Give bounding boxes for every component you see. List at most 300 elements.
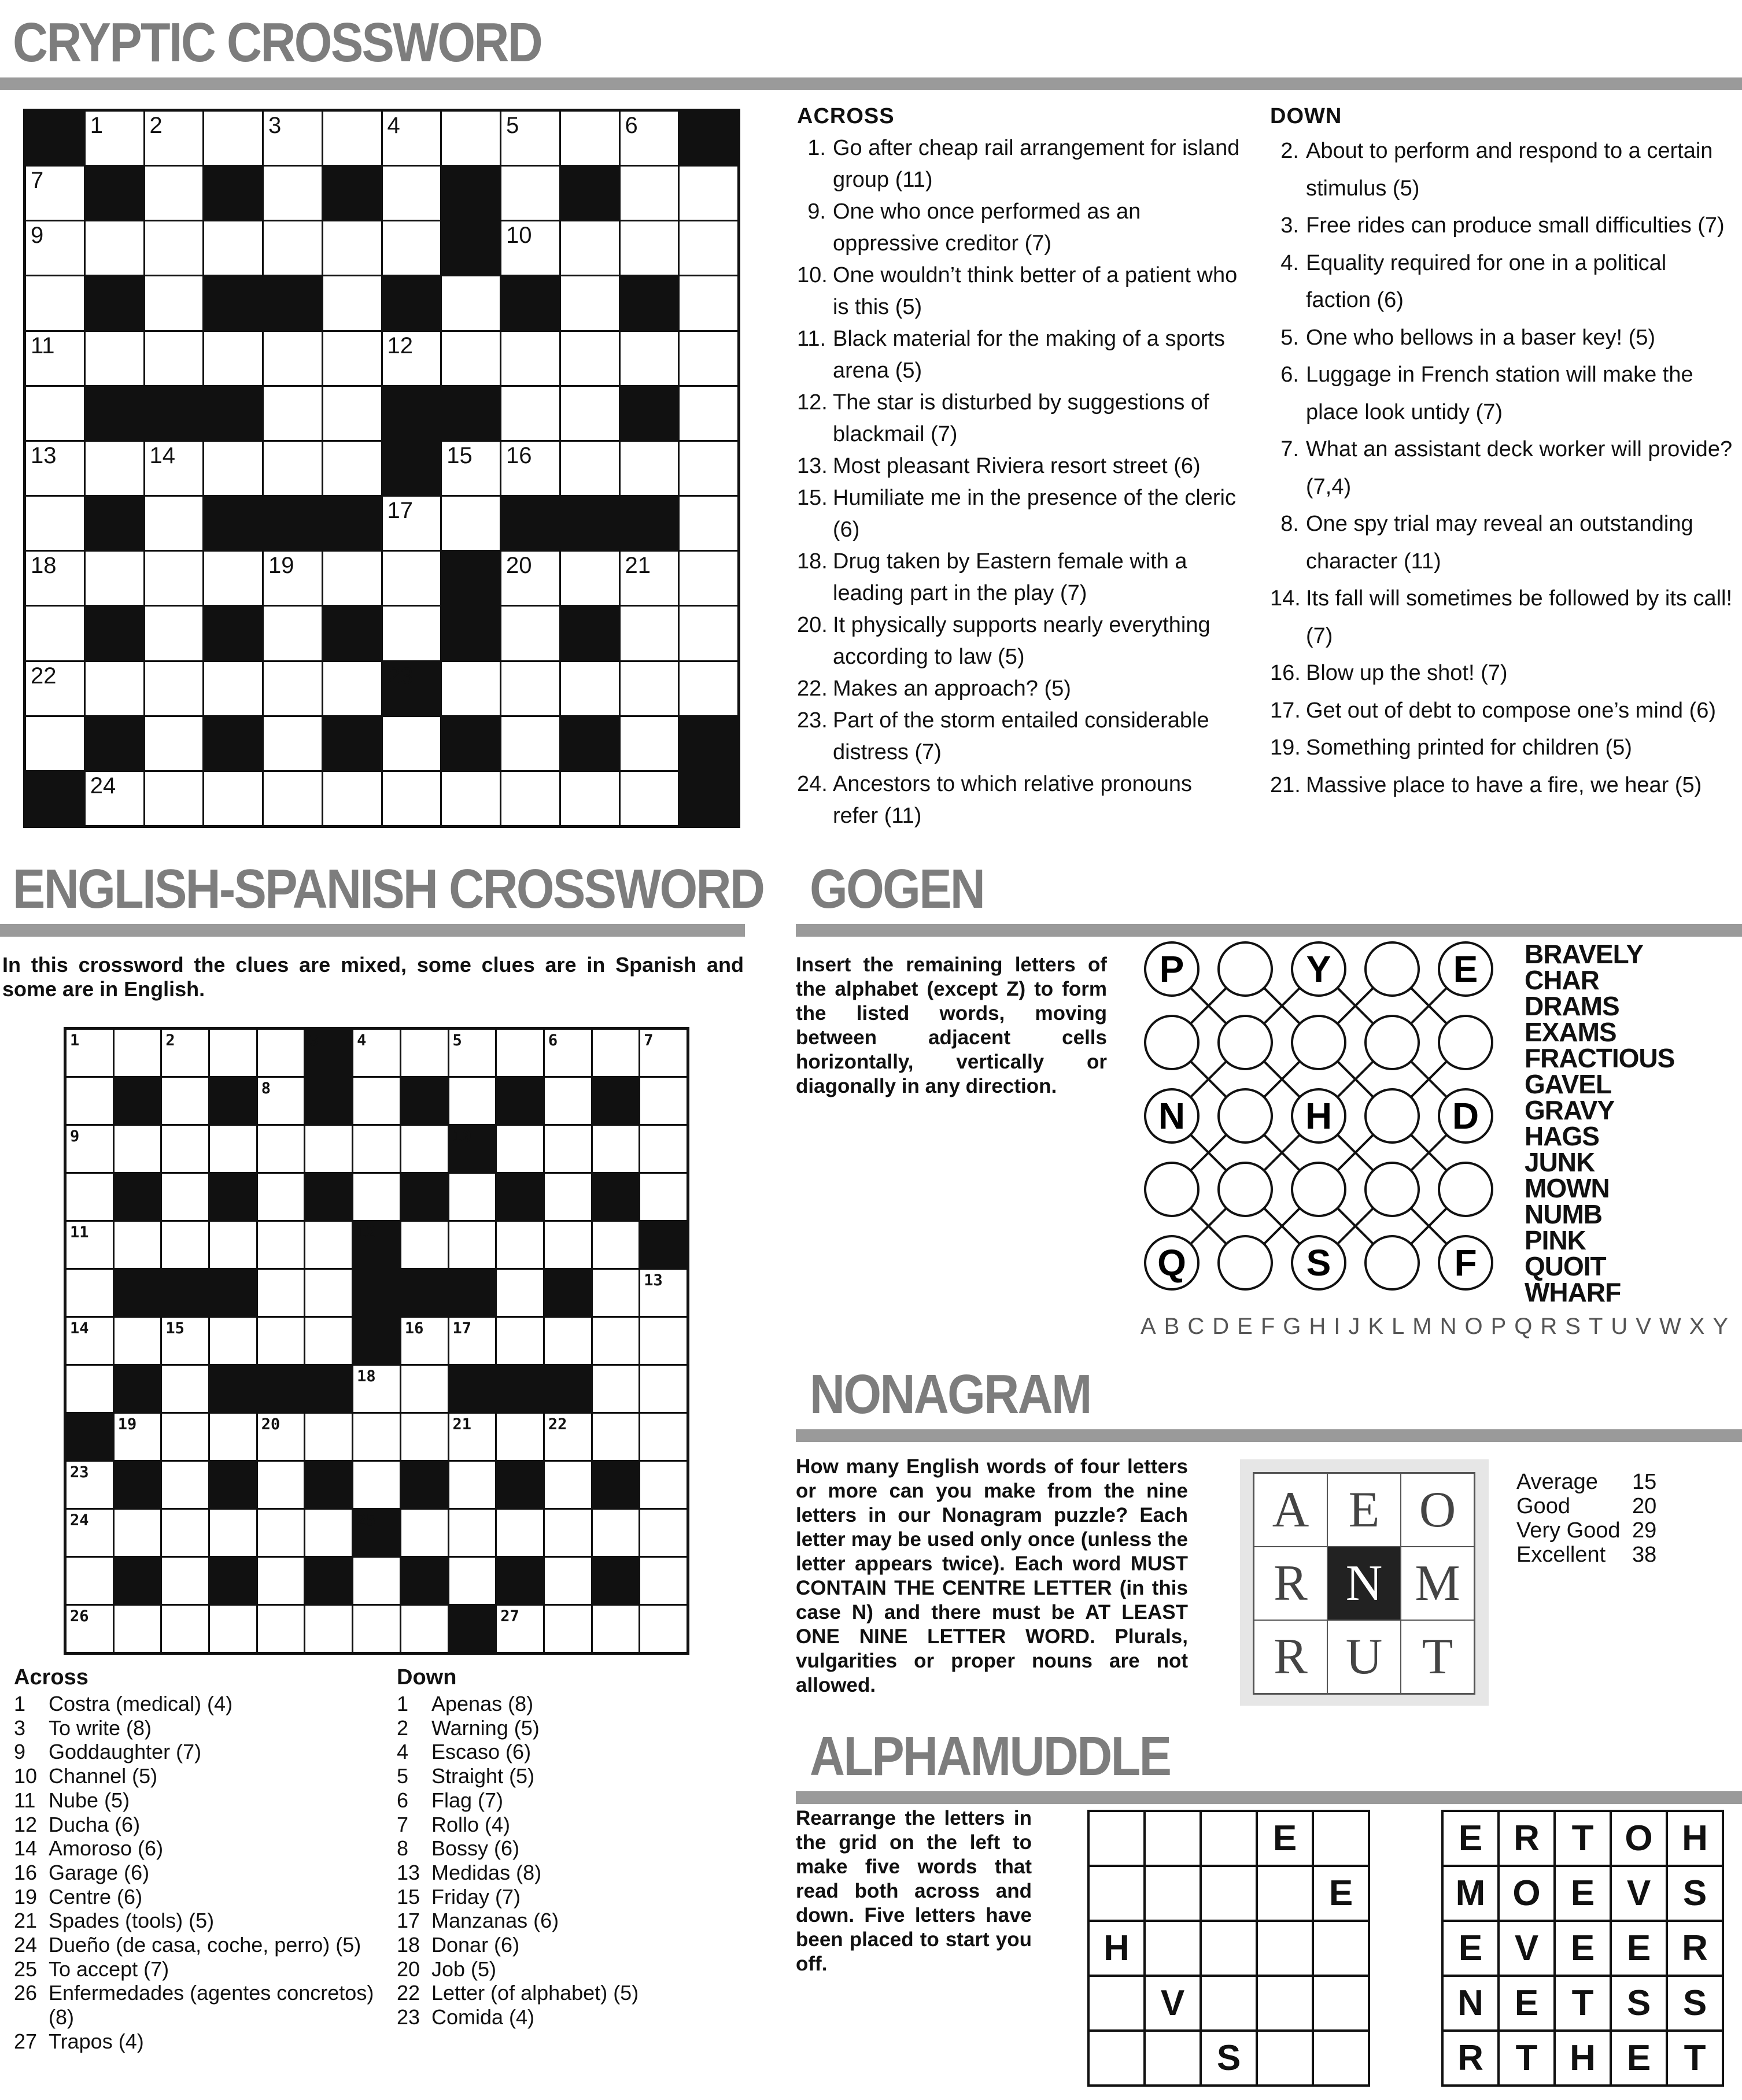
alphamuddle-solve-cell[interactable] xyxy=(1258,1867,1312,1920)
es-cell[interactable] xyxy=(67,1078,113,1124)
alphamuddle-solve-cell[interactable]: V xyxy=(1146,1977,1200,2029)
cryptic-cell[interactable] xyxy=(264,167,322,220)
es-cell[interactable] xyxy=(115,1606,161,1652)
cryptic-cell[interactable] xyxy=(323,772,381,825)
gogen-cell[interactable] xyxy=(1365,1016,1419,1069)
es-cell[interactable] xyxy=(67,1606,113,1652)
alphamuddle-solve-cell[interactable] xyxy=(1314,2032,1368,2084)
gogen-cell[interactable] xyxy=(1439,1163,1492,1216)
es-cell[interactable] xyxy=(497,1270,543,1316)
es-cell[interactable] xyxy=(67,1318,113,1364)
es-cell[interactable] xyxy=(401,1126,448,1172)
es-cell[interactable] xyxy=(258,1174,304,1220)
es-cell[interactable] xyxy=(640,1606,687,1652)
es-cell[interactable] xyxy=(210,1126,256,1172)
es-down-list xyxy=(397,1692,721,2029)
es-cell[interactable] xyxy=(67,1462,113,1508)
cryptic-cell[interactable] xyxy=(26,167,84,220)
alphamuddle-solve-cell[interactable] xyxy=(1314,1922,1368,1975)
gogen-cell[interactable] xyxy=(1439,1016,1492,1069)
es-cell[interactable] xyxy=(258,1606,304,1652)
cryptic-cell[interactable] xyxy=(561,442,619,495)
es-cell[interactable] xyxy=(162,1510,208,1556)
cryptic-cell[interactable] xyxy=(383,607,441,660)
cryptic-cell[interactable] xyxy=(680,167,737,220)
cryptic-cell[interactable] xyxy=(145,332,203,385)
cryptic-cell[interactable] xyxy=(323,112,381,165)
es-cell[interactable] xyxy=(353,1126,400,1172)
alphamuddle-solve-cell[interactable]: S xyxy=(1202,2032,1256,2084)
es-cell[interactable] xyxy=(497,1414,543,1460)
es-cell[interactable] xyxy=(305,1222,352,1268)
cryptic-cell[interactable] xyxy=(204,552,262,605)
cryptic-cell[interactable] xyxy=(383,332,441,385)
es-cell[interactable] xyxy=(305,1270,352,1316)
alphamuddle-solve-cell[interactable] xyxy=(1202,1977,1256,2029)
cryptic-cell[interactable] xyxy=(383,772,441,825)
alphamuddle-solve-cell[interactable] xyxy=(1314,1977,1368,2029)
es-cell[interactable] xyxy=(593,1318,639,1364)
cryptic-cell[interactable] xyxy=(680,662,737,715)
es-cell[interactable] xyxy=(593,1270,639,1316)
cryptic-cell[interactable] xyxy=(680,552,737,605)
cryptic-cell[interactable] xyxy=(145,552,203,605)
es-cell[interactable] xyxy=(640,1510,687,1556)
cryptic-cell[interactable] xyxy=(145,442,203,495)
es-cell[interactable] xyxy=(258,1414,304,1460)
gogen-word: QUOIT xyxy=(1525,1251,1606,1281)
es-cell[interactable] xyxy=(449,1558,496,1604)
cryptic-cell[interactable] xyxy=(501,221,559,275)
es-cell[interactable] xyxy=(353,1462,400,1508)
es-cell[interactable] xyxy=(115,1318,161,1364)
gogen-cell[interactable] xyxy=(1145,1016,1198,1069)
es-black-cell xyxy=(497,1462,543,1508)
cryptic-cell[interactable] xyxy=(383,112,441,165)
es-cell[interactable] xyxy=(593,1126,639,1172)
cryptic-cell[interactable] xyxy=(383,497,441,550)
alphamuddle-solve-cell[interactable] xyxy=(1202,1867,1256,1920)
cryptic-cell[interactable] xyxy=(26,221,84,275)
cryptic-cell[interactable] xyxy=(680,497,737,550)
cryptic-cell[interactable] xyxy=(501,772,559,825)
cryptic-cell[interactable] xyxy=(264,387,322,440)
es-cell[interactable] xyxy=(401,1414,448,1460)
es-cell[interactable] xyxy=(210,1030,256,1076)
cryptic-cell[interactable] xyxy=(204,221,262,275)
es-cell[interactable] xyxy=(210,1606,256,1652)
cryptic-cell[interactable] xyxy=(680,387,737,440)
alphamuddle-solve-cell[interactable] xyxy=(1146,1922,1200,1975)
score-label: Good xyxy=(1516,1494,1570,1518)
es-cell[interactable] xyxy=(67,1366,113,1412)
alphamuddle-solve-cell[interactable] xyxy=(1202,1922,1256,1975)
es-cell[interactable] xyxy=(545,1318,591,1364)
es-cell[interactable] xyxy=(640,1462,687,1508)
es-cell[interactable] xyxy=(640,1030,687,1076)
cryptic-cell[interactable] xyxy=(86,221,143,275)
cryptic-cell[interactable] xyxy=(323,662,381,715)
es-cell[interactable] xyxy=(162,1462,208,1508)
cryptic-cell[interactable] xyxy=(621,607,678,660)
cryptic-cell[interactable] xyxy=(26,442,84,495)
cryptic-cell[interactable] xyxy=(26,276,84,330)
es-cell[interactable] xyxy=(401,1366,448,1412)
es-cell[interactable] xyxy=(162,1558,208,1604)
cryptic-cell[interactable] xyxy=(680,442,737,495)
cryptic-cell[interactable] xyxy=(621,662,678,715)
es-cell[interactable] xyxy=(67,1174,113,1220)
clue-item xyxy=(397,1692,721,1716)
es-cell[interactable] xyxy=(353,1366,400,1412)
es-cell[interactable] xyxy=(162,1126,208,1172)
cryptic-cell[interactable] xyxy=(26,332,84,385)
es-cell[interactable] xyxy=(449,1174,496,1220)
gogen-cell[interactable] xyxy=(1219,942,1272,996)
cryptic-black-cell xyxy=(442,717,500,770)
es-cell[interactable] xyxy=(593,1366,639,1412)
cryptic-cell[interactable] xyxy=(442,662,500,715)
es-cell[interactable] xyxy=(258,1078,304,1124)
cryptic-cell[interactable] xyxy=(264,772,322,825)
es-cell[interactable] xyxy=(353,1606,400,1652)
es-cell[interactable] xyxy=(449,1510,496,1556)
cryptic-cell[interactable] xyxy=(145,772,203,825)
cryptic-cell[interactable] xyxy=(442,442,500,495)
alphamuddle-solve-cell[interactable]: E xyxy=(1258,1812,1312,1865)
es-cell[interactable] xyxy=(401,1318,448,1364)
alphamuddle-solve-cell[interactable] xyxy=(1146,1812,1200,1865)
alphamuddle-solve-cell[interactable] xyxy=(1258,1977,1312,2029)
alphamuddle-letter-cell: S xyxy=(1612,1977,1666,2029)
es-cell[interactable] xyxy=(545,1558,591,1604)
cryptic-cell[interactable] xyxy=(383,167,441,220)
cryptic-cell[interactable] xyxy=(442,112,500,165)
cryptic-cell[interactable] xyxy=(621,772,678,825)
es-cell[interactable] xyxy=(115,1222,161,1268)
gogen-cell[interactable] xyxy=(1219,1236,1272,1289)
cryptic-cell[interactable] xyxy=(621,167,678,220)
es-cell[interactable] xyxy=(353,1414,400,1460)
cryptic-cell[interactable] xyxy=(621,221,678,275)
cryptic-cell[interactable] xyxy=(501,112,559,165)
es-cell[interactable] xyxy=(449,1030,496,1076)
cryptic-cell[interactable] xyxy=(561,276,619,330)
es-cell[interactable] xyxy=(305,1126,352,1172)
gogen-cell[interactable] xyxy=(1292,1163,1345,1216)
clue-text: Humiliate me in the presence of the cleric (6) xyxy=(833,486,1236,542)
es-cell[interactable] xyxy=(497,1126,543,1172)
es-cell[interactable] xyxy=(115,1126,161,1172)
es-cell[interactable] xyxy=(449,1222,496,1268)
es-cell[interactable] xyxy=(640,1414,687,1460)
alphamuddle-solve-cell[interactable] xyxy=(1314,1812,1368,1865)
gogen-letter: N xyxy=(1158,1095,1186,1137)
cryptic-cell[interactable] xyxy=(501,332,559,385)
es-cell[interactable] xyxy=(545,1222,591,1268)
cryptic-cell[interactable] xyxy=(145,497,203,550)
es-cell[interactable] xyxy=(545,1174,591,1220)
cryptic-cell[interactable] xyxy=(501,717,559,770)
cryptic-cell[interactable] xyxy=(383,717,441,770)
cryptic-cell-number: 11 xyxy=(31,332,55,358)
cryptic-cell[interactable] xyxy=(561,221,619,275)
es-cell[interactable] xyxy=(210,1414,256,1460)
es-cell[interactable] xyxy=(115,1030,161,1076)
es-cell[interactable] xyxy=(258,1462,304,1508)
cryptic-cell[interactable] xyxy=(145,167,203,220)
alphamuddle-solve-cell[interactable] xyxy=(1090,1812,1143,1865)
cryptic-cell[interactable] xyxy=(86,442,143,495)
cryptic-cell[interactable] xyxy=(145,717,203,770)
alphamuddle-solve-cell[interactable] xyxy=(1258,1922,1312,1975)
cryptic-cell[interactable] xyxy=(204,662,262,715)
es-cell[interactable] xyxy=(545,1462,591,1508)
cryptic-cell[interactable] xyxy=(323,276,381,330)
es-cell[interactable] xyxy=(305,1606,352,1652)
es-cell[interactable] xyxy=(162,1174,208,1220)
es-cell[interactable] xyxy=(545,1078,591,1124)
gogen-cell[interactable] xyxy=(1219,1089,1272,1143)
es-cell[interactable] xyxy=(162,1414,208,1460)
cryptic-cell[interactable] xyxy=(501,387,559,440)
es-cell[interactable] xyxy=(640,1126,687,1172)
clue-number: 9 xyxy=(14,1740,26,1764)
es-cell[interactable] xyxy=(115,1510,161,1556)
cryptic-cell[interactable] xyxy=(145,276,203,330)
cryptic-cell[interactable] xyxy=(26,662,84,715)
cryptic-cell[interactable] xyxy=(264,332,322,385)
es-cell[interactable] xyxy=(258,1558,304,1604)
gogen-word: NUMB xyxy=(1525,1199,1602,1229)
es-cell[interactable] xyxy=(640,1558,687,1604)
alphamuddle-solve-cell[interactable] xyxy=(1258,2032,1312,2084)
cryptic-cell[interactable] xyxy=(86,662,143,715)
cryptic-cell[interactable] xyxy=(323,221,381,275)
es-cell[interactable] xyxy=(258,1222,304,1268)
cryptic-cell[interactable] xyxy=(323,332,381,385)
es-cell[interactable] xyxy=(545,1030,591,1076)
cryptic-cell[interactable] xyxy=(145,112,203,165)
es-cell[interactable] xyxy=(593,1414,639,1460)
gogen-cell[interactable] xyxy=(1365,1163,1419,1216)
es-cell[interactable] xyxy=(449,1462,496,1508)
es-cell[interactable] xyxy=(210,1318,256,1364)
es-cell[interactable] xyxy=(640,1366,687,1412)
es-cell[interactable] xyxy=(640,1318,687,1364)
es-cell[interactable] xyxy=(401,1510,448,1556)
cryptic-cell[interactable] xyxy=(323,552,381,605)
cryptic-cell[interactable] xyxy=(621,112,678,165)
es-cell[interactable] xyxy=(67,1126,113,1172)
cryptic-cell[interactable] xyxy=(26,717,84,770)
es-cell[interactable] xyxy=(545,1126,591,1172)
cryptic-cell[interactable] xyxy=(86,112,143,165)
es-cell[interactable] xyxy=(593,1606,639,1652)
es-cell[interactable] xyxy=(162,1078,208,1124)
cryptic-cell[interactable] xyxy=(264,442,322,495)
cryptic-cell[interactable] xyxy=(264,552,322,605)
alphamuddle-solve-cell[interactable] xyxy=(1090,1977,1143,2029)
cryptic-cell[interactable] xyxy=(442,276,500,330)
cryptic-cell[interactable] xyxy=(561,772,619,825)
cryptic-cell[interactable] xyxy=(26,552,84,605)
es-cell[interactable] xyxy=(640,1270,687,1316)
clue-item xyxy=(797,673,1242,705)
cryptic-cell[interactable] xyxy=(561,552,619,605)
cryptic-cell[interactable] xyxy=(323,442,381,495)
cryptic-cell[interactable] xyxy=(204,772,262,825)
gogen-letter: E xyxy=(1453,948,1478,990)
cryptic-cell[interactable] xyxy=(561,112,619,165)
cryptic-cell[interactable] xyxy=(621,442,678,495)
es-cell[interactable] xyxy=(305,1414,352,1460)
cryptic-cell[interactable] xyxy=(561,332,619,385)
cryptic-cell[interactable] xyxy=(680,221,737,275)
es-cell[interactable] xyxy=(162,1318,208,1364)
es-cell-number: 26 xyxy=(70,1607,89,1625)
gogen-cell[interactable] xyxy=(1219,1016,1272,1069)
cryptic-cell[interactable] xyxy=(86,332,143,385)
cryptic-cell[interactable] xyxy=(501,167,559,220)
es-cell[interactable] xyxy=(67,1558,113,1604)
cryptic-black-cell xyxy=(383,276,441,330)
es-cell[interactable] xyxy=(353,1078,400,1124)
es-cell[interactable] xyxy=(162,1030,208,1076)
cryptic-cell[interactable] xyxy=(204,332,262,385)
gogen-cell[interactable] xyxy=(1292,1016,1345,1069)
cryptic-cell[interactable] xyxy=(442,332,500,385)
es-cell[interactable] xyxy=(593,1030,639,1076)
cryptic-cell[interactable] xyxy=(442,772,500,825)
cryptic-cell[interactable] xyxy=(26,387,84,440)
cryptic-cell[interactable] xyxy=(264,607,322,660)
alphamuddle-solve-cell[interactable] xyxy=(1146,1867,1200,1920)
cryptic-cell[interactable] xyxy=(86,772,143,825)
alphamuddle-solve-cell[interactable]: E xyxy=(1314,1867,1368,1920)
nonagram-grid xyxy=(1253,1472,1475,1695)
cryptic-cell[interactable] xyxy=(264,717,322,770)
es-cell[interactable] xyxy=(258,1318,304,1364)
es-cell[interactable] xyxy=(258,1030,304,1076)
cryptic-cell[interactable] xyxy=(501,662,559,715)
es-cell[interactable] xyxy=(67,1222,113,1268)
cryptic-cell[interactable] xyxy=(264,662,322,715)
cryptic-cell[interactable] xyxy=(145,221,203,275)
es-cell[interactable] xyxy=(401,1606,448,1652)
gogen-cell[interactable] xyxy=(1145,1163,1198,1216)
clue-number: 9. xyxy=(807,199,826,224)
cryptic-cell[interactable] xyxy=(680,276,737,330)
es-cell[interactable] xyxy=(258,1510,304,1556)
cryptic-cell[interactable] xyxy=(145,662,203,715)
clue-item xyxy=(797,768,1242,832)
alphamuddle-solve-cell[interactable] xyxy=(1202,1812,1256,1865)
es-cell[interactable] xyxy=(593,1510,639,1556)
es-cell[interactable] xyxy=(497,1606,543,1652)
gogen-cell[interactable] xyxy=(1365,1236,1419,1289)
cryptic-cell[interactable] xyxy=(680,332,737,385)
cryptic-cell[interactable] xyxy=(621,552,678,605)
es-cell[interactable] xyxy=(258,1270,304,1316)
cryptic-cell[interactable] xyxy=(621,332,678,385)
es-cell[interactable] xyxy=(162,1366,208,1412)
cryptic-cell[interactable] xyxy=(26,607,84,660)
gogen-cell[interactable] xyxy=(1365,1089,1419,1143)
es-cell[interactable] xyxy=(67,1270,113,1316)
es-cell[interactable] xyxy=(67,1510,113,1556)
cryptic-cell[interactable] xyxy=(145,607,203,660)
es-cell[interactable] xyxy=(210,1510,256,1556)
cryptic-cell[interactable] xyxy=(442,497,500,550)
cryptic-cell[interactable] xyxy=(680,607,737,660)
es-cell[interactable] xyxy=(545,1414,591,1460)
cryptic-cell[interactable] xyxy=(86,552,143,605)
es-cell[interactable] xyxy=(545,1510,591,1556)
nonagram-title: NONAGRAM xyxy=(810,1363,1091,1425)
gogen-cell[interactable] xyxy=(1365,942,1419,996)
cryptic-cell[interactable] xyxy=(561,662,619,715)
es-cell[interactable] xyxy=(353,1030,400,1076)
cryptic-cell[interactable] xyxy=(501,442,559,495)
cryptic-cell[interactable] xyxy=(264,221,322,275)
es-cell[interactable] xyxy=(640,1174,687,1220)
es-cell[interactable] xyxy=(353,1174,400,1220)
es-cell[interactable] xyxy=(545,1606,591,1652)
es-cell[interactable] xyxy=(401,1030,448,1076)
es-cell[interactable] xyxy=(449,1078,496,1124)
es-cell[interactable] xyxy=(162,1222,208,1268)
alphamuddle-solve-cell[interactable] xyxy=(1090,2032,1143,2084)
alphamuddle-solve-cell[interactable] xyxy=(1146,2032,1200,2084)
es-cell[interactable] xyxy=(305,1510,352,1556)
cryptic-cell[interactable] xyxy=(323,387,381,440)
es-cell[interactable] xyxy=(115,1414,161,1460)
cryptic-cell[interactable] xyxy=(501,607,559,660)
es-cell[interactable] xyxy=(305,1318,352,1364)
gogen-cell[interactable] xyxy=(1219,1163,1272,1216)
cryptic-cell[interactable] xyxy=(621,717,678,770)
cryptic-black-cell xyxy=(86,497,143,550)
es-cell[interactable] xyxy=(497,1030,543,1076)
es-cell[interactable] xyxy=(593,1222,639,1268)
cryptic-black-cell xyxy=(442,552,500,605)
es-cell[interactable] xyxy=(353,1558,400,1604)
es-cell-number: 20 xyxy=(261,1415,281,1433)
cryptic-cell[interactable] xyxy=(561,387,619,440)
alphamuddle-solve-cell[interactable] xyxy=(1090,1867,1143,1920)
es-cell[interactable] xyxy=(497,1510,543,1556)
es-cell[interactable] xyxy=(497,1222,543,1268)
cryptic-cell[interactable] xyxy=(204,112,262,165)
cryptic-cell[interactable] xyxy=(264,112,322,165)
es-cell[interactable] xyxy=(497,1318,543,1364)
es-cell[interactable] xyxy=(258,1126,304,1172)
es-cell[interactable] xyxy=(640,1078,687,1124)
cryptic-cell[interactable] xyxy=(204,442,262,495)
es-cell[interactable] xyxy=(449,1318,496,1364)
cryptic-cell[interactable] xyxy=(501,552,559,605)
cryptic-cell[interactable] xyxy=(383,221,441,275)
es-cell[interactable] xyxy=(67,1030,113,1076)
cryptic-cell[interactable] xyxy=(26,497,84,550)
es-cell[interactable] xyxy=(210,1222,256,1268)
es-cell[interactable] xyxy=(162,1606,208,1652)
es-cell[interactable] xyxy=(401,1222,448,1268)
es-cell[interactable] xyxy=(449,1414,496,1460)
alphamuddle-solve-cell[interactable]: H xyxy=(1090,1922,1143,1975)
cryptic-cell[interactable] xyxy=(383,552,441,605)
